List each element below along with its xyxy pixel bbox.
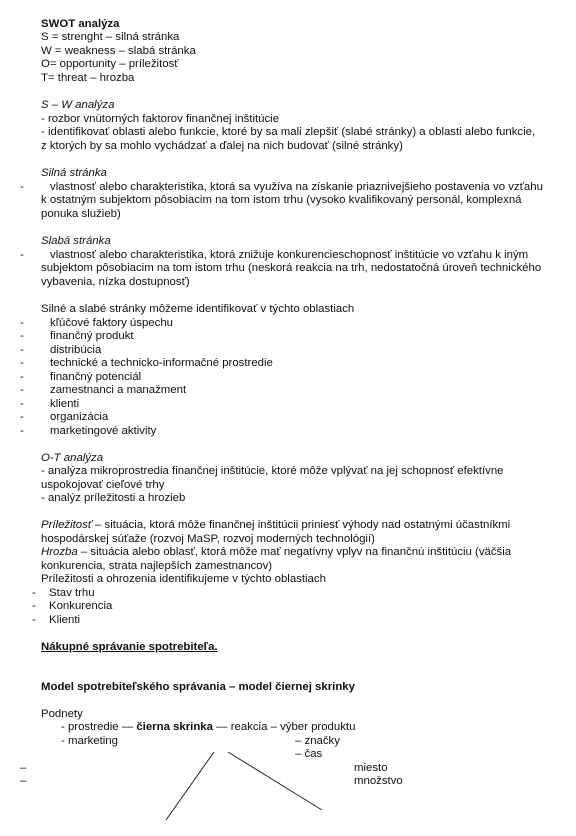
ot-line: - analýz príležitosti a hrozieb — [41, 492, 186, 504]
list-item: marketingové aktivity — [50, 425, 157, 437]
model-time: – čas — [295, 748, 323, 760]
list-item: finančný potenciál — [50, 371, 142, 383]
model-dash: – — [20, 762, 27, 774]
list-dash: - — [32, 587, 36, 599]
list-dash: - — [20, 181, 24, 193]
list-dash: - — [20, 344, 24, 356]
list-item: organizácia — [50, 411, 109, 423]
ot-heading: O-T analýza — [41, 452, 104, 464]
strong-heading: Silná stránka — [41, 167, 107, 179]
threat-text: – situácia alebo oblasť, ktorá môže mať negatívny vplyv na finančnú inštitúciu (väčšia — [77, 546, 512, 558]
swot-line-s: S = strenght – silná stránka — [41, 31, 180, 43]
list-dash: - — [32, 600, 36, 612]
weak-line: vlastnosť alebo charakteristika, ktorá znižuje konkurencieschopnosť inštitúcie vo vzťahu k iným — [50, 249, 529, 261]
model-podnety: Podnety — [41, 708, 83, 720]
list-item: Stav trhu — [49, 587, 95, 599]
diagram-line-left — [166, 752, 214, 820]
opportunity-line: hospodárskej súťaže (rozvoj MaSP, rozvoj moderných technológií) — [41, 533, 375, 545]
threat-term: Hrozba — [41, 546, 78, 558]
sw-line: z ktorých by sa mohlo vychádzať a ďalej na nich budovať (silné stránky) — [41, 140, 403, 152]
list-dash: - — [20, 249, 24, 261]
list-item: distribúcia — [50, 344, 102, 356]
purchase-title: Nákupné správanie spotrebiteľa. — [41, 641, 218, 653]
list-dash: - — [20, 317, 24, 329]
list-item: Klienti — [49, 614, 81, 626]
model-title: Model spotrebiteľského správania – model čiernej skrinky — [41, 681, 355, 693]
sw-heading: S – W analýza — [41, 99, 115, 111]
sw-line: - identifikovať oblasti alebo funkcie, ktoré by sa mali zlepšiť (slabé stránky) a oblasti alebo funkcie, — [41, 126, 536, 138]
weak-line: vybavenia, nízka dostupnosť) — [41, 276, 190, 288]
sw-line: - rozbor vnútorných faktorov finančnej inštitúcie — [41, 113, 280, 125]
swot-line-w: W = weakness – slabá stránka — [41, 45, 196, 57]
list-dash: - — [20, 425, 24, 437]
list-dash: - — [20, 398, 24, 410]
strong-line: vlastnosť alebo charakteristika, ktorá sa využíva na získanie priaznivejšieho postavenia vo vzťahu — [50, 181, 543, 193]
model-reaction: — reakcia – výber produktu — [212, 721, 356, 733]
list-item: kľúčové faktory úspechu — [50, 317, 173, 329]
list-item: technické a technicko-informačné prostredie — [50, 357, 273, 369]
list-dash: - — [20, 384, 24, 396]
list-item: Konkurencia — [49, 600, 113, 612]
list-dash: - — [32, 614, 36, 626]
list-dash: - — [20, 330, 24, 342]
list-dash: - — [20, 371, 24, 383]
model-marketing: - marketing — [61, 735, 118, 747]
areas-intro: Silné a slabé stránky môžeme identifikovať v týchto oblastiach — [41, 303, 355, 315]
weak-line: subjektom pôsobiacim na tom istom trhu (neskorá reakcia na trh, nedostatočná úroveň technického — [41, 262, 542, 274]
strong-line: k ostatným subjektom pôsobiacim na tom istom trhu (vysoko kvalifikovaný personál, komplexná — [41, 194, 522, 206]
ot-line: uspokojovať cieľové trhy — [41, 479, 165, 491]
opportunity-term: Príležitosť — [41, 519, 92, 531]
model-place: miesto — [354, 762, 388, 774]
swot-title: SWOT analýza — [41, 18, 120, 30]
diagram-line-right — [228, 752, 322, 810]
weak-heading: Slabá stránka — [41, 235, 111, 247]
model-quantity: množstvo — [354, 775, 403, 787]
list-item: finančný produkt — [50, 330, 134, 342]
opportunity-text: – situácia, ktorá môže finančnej inštitúcii priniesť výhody nad ostatnými účastníkmi — [91, 519, 511, 531]
swot-line-t: T= threat – hrozba — [41, 72, 135, 84]
model-brands: – značky — [295, 735, 340, 747]
black-box-label: čierna skrinka — [136, 721, 213, 733]
list-dash: - — [20, 357, 24, 369]
strong-line: ponuka služieb) — [41, 208, 121, 220]
list-item: zamestnanci a manažment — [50, 384, 187, 396]
swot-line-o: O= opportunity – príležitosť — [41, 58, 179, 70]
list-item: klienti — [50, 398, 80, 410]
ot-areas-intro: Príležitosti a ohrozenia identifikujeme v týchto oblastiach — [41, 573, 326, 585]
model-dash: – — [20, 775, 27, 787]
model-environment: - prostredie — — [61, 721, 137, 733]
ot-line: - analýza mikroprostredia finančnej inštitúcie, ktoré môže vplývať na jej schopnosť efektívne — [41, 465, 504, 477]
threat-line: konkurencia, strata najlepších zamestnancov) — [41, 560, 273, 572]
list-dash: - — [20, 411, 24, 423]
